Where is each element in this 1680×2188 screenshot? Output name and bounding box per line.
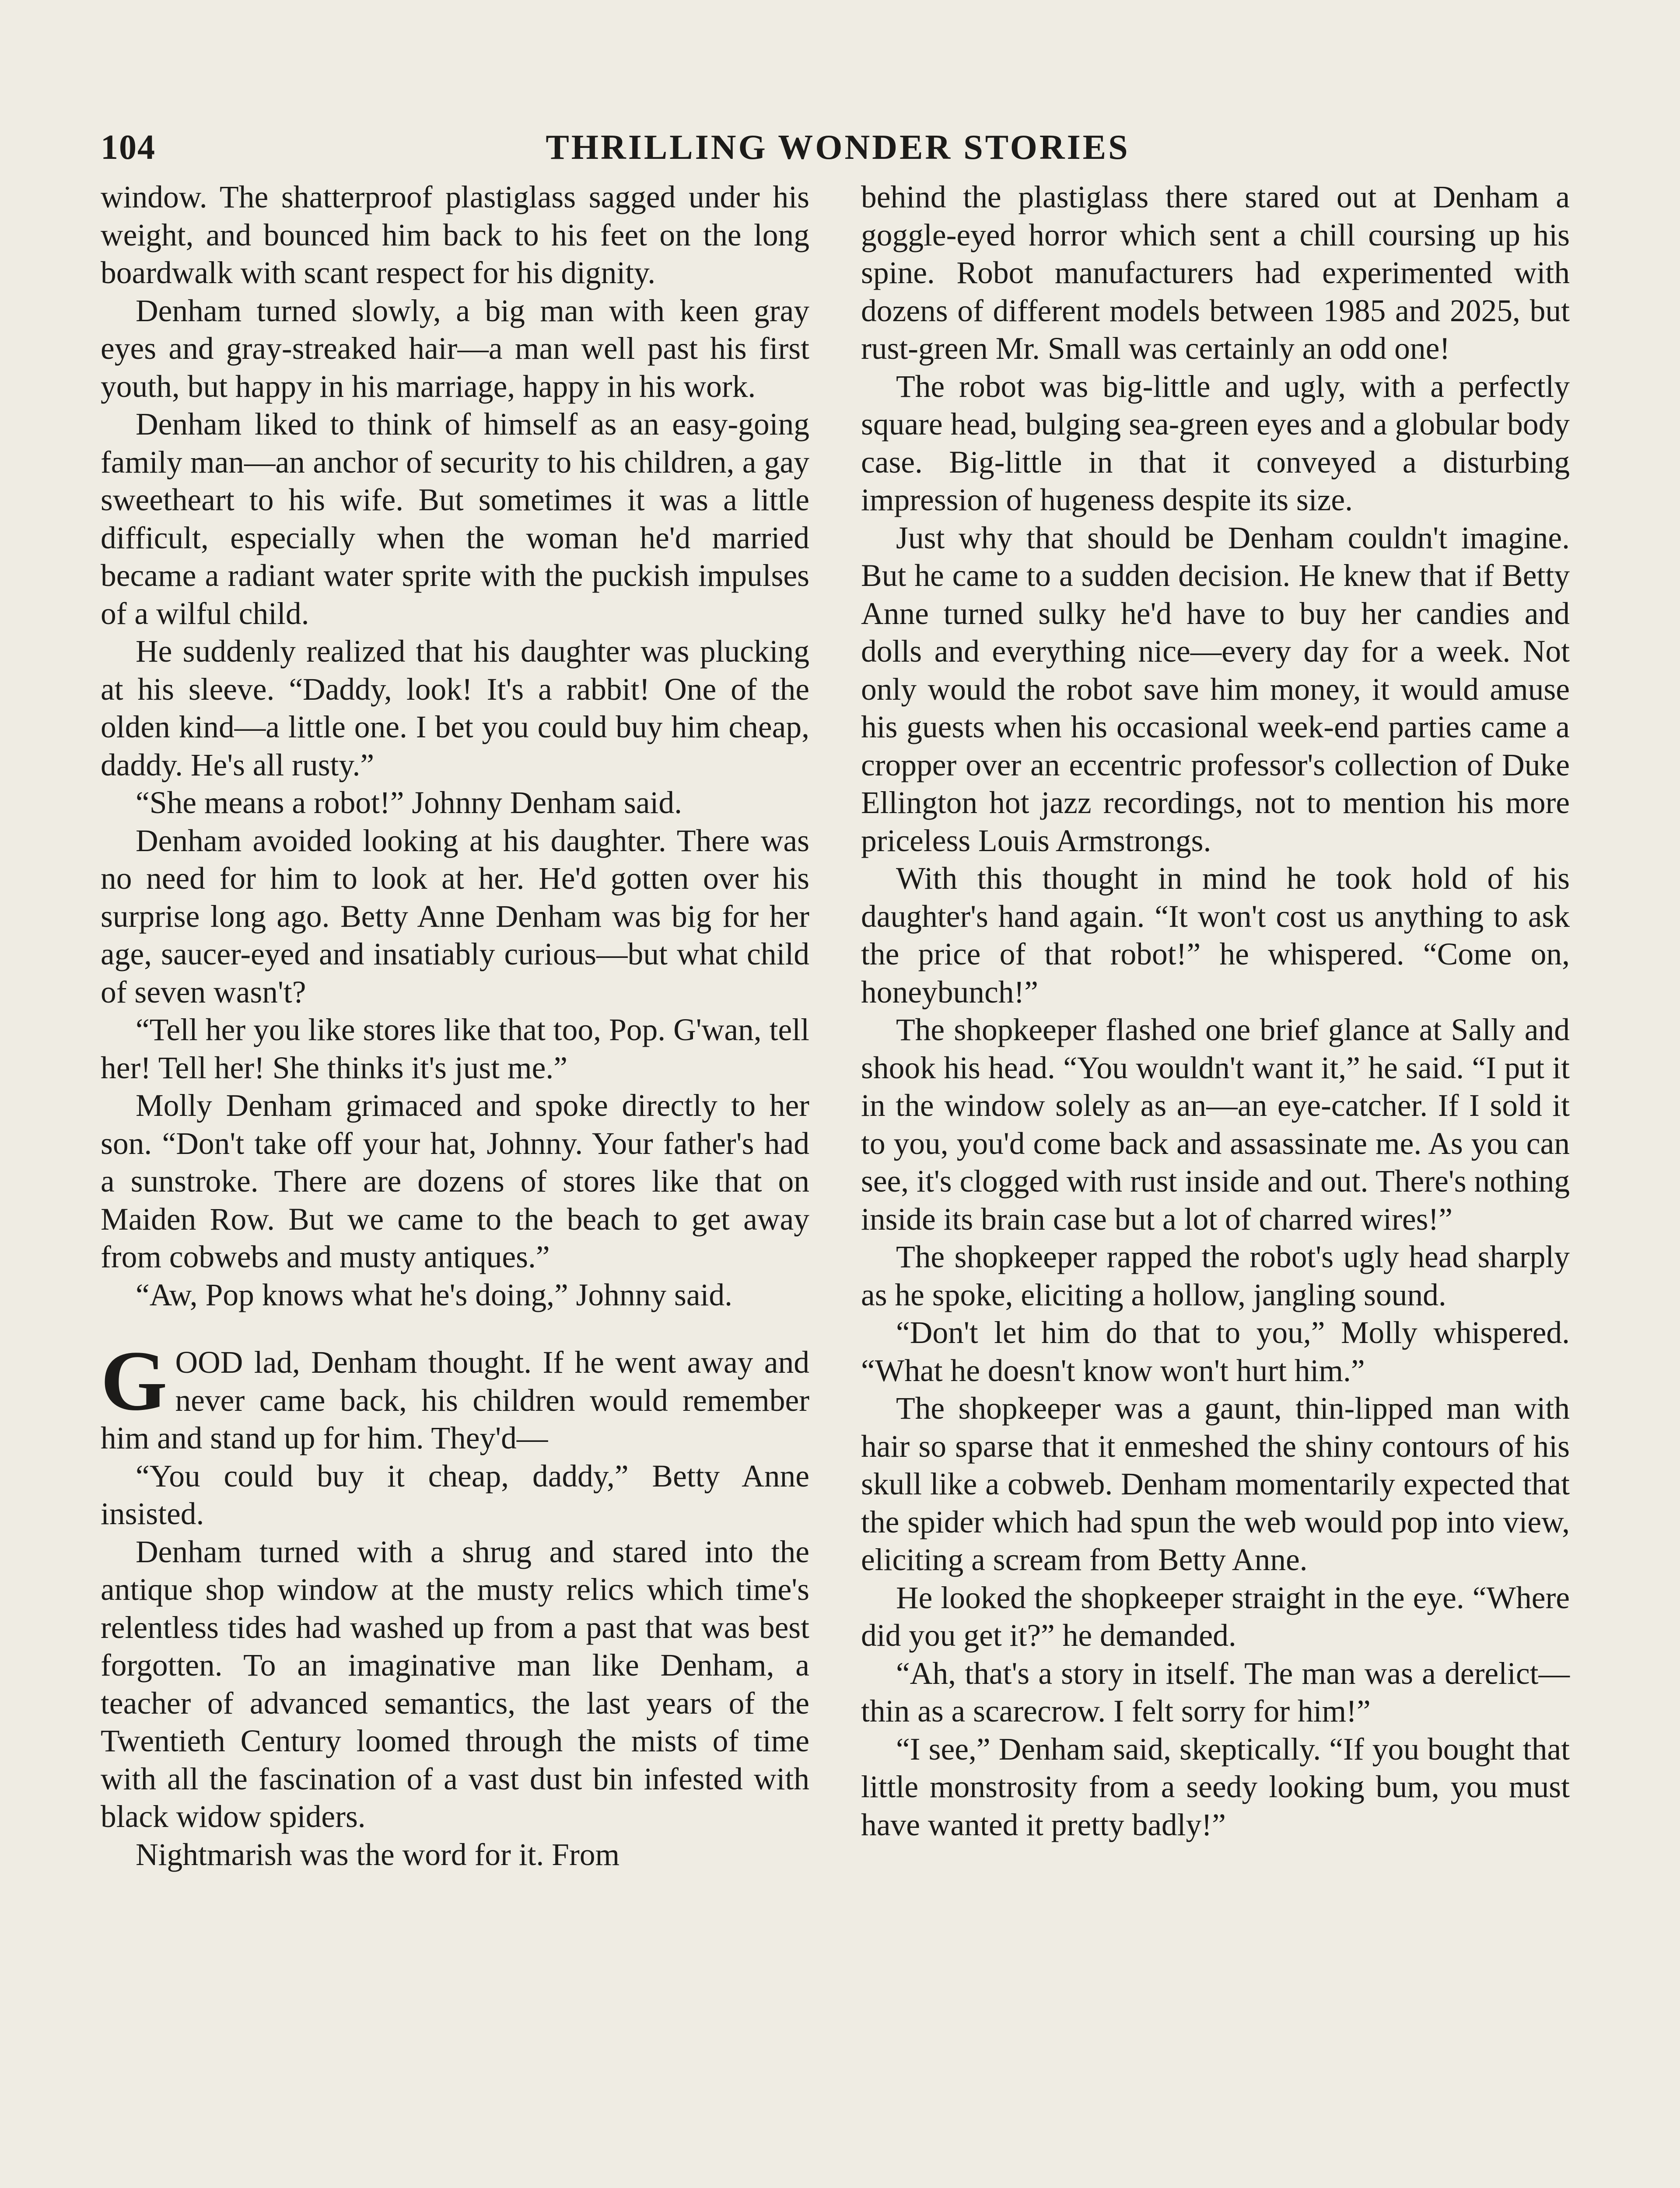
paragraph: The shopkeeper was a gaunt, thin-lipped man with hair so sparse that it enmeshed the shiny contours of his skull like a cobweb. Denham momentarily expected that the spider which had spun the web would pop into view, eliciting a scream from Betty Anne. — [861, 1391, 1570, 1577]
paragraph: Just why that should be Denham couldn't imagine. But he came to a sudden decision. He knew that if Betty Anne turned sulky he'd have to buy her candies and dolls and everything nice—every day for a week. Not only would the robot save him money, it would amuse his guests when his occasional week-end parties came a cropper over an eccentric professor's collection of Duke Ellington hot jazz recordings, not to mention his more priceless Louis Armstrongs. — [861, 520, 1570, 858]
paragraph: Denham liked to think of himself as an easy-going family man—an anchor of security to his children, a gay sweetheart to his wife. But sometimes it was a little difficult, especially when the woman he'd married became a radiant water sprite with the puckish impulses of a wilful child. — [101, 407, 809, 631]
drop-cap: G — [101, 1333, 168, 1428]
paragraph: “I see,” Denham said, skeptically. “If you bought that little monstrosity from a seedy looking bum, you must have wanted it pretty badly!” — [861, 1732, 1570, 1842]
paragraph: window. The shatterproof plastiglass sagged under his weight, and bounced him back to his feet on the long boardwalk with scant respect for his dignity. — [101, 180, 809, 290]
paragraph: Molly Denham grimaced and spoke directly to her son. “Don't take off your hat, Johnny. Your father's had a sunstroke. There are dozens of stores like that on Maiden Row. But we came to the beach to get away from cobwebs and musty antiques.” — [101, 1088, 809, 1274]
page-number: 104 — [101, 128, 156, 167]
paragraph: Denham turned slowly, a big man with keen gray eyes and gray-streaked hair—a man well past his first youth, but happy in his marriage, happy in his work. — [101, 293, 809, 404]
paragraph: The shopkeeper rapped the robot's ugly head sharply as he spoke, eliciting a hollow, jangling sound. — [861, 1240, 1570, 1312]
paragraph: Denham avoided looking at his daughter. There was no need for him to look at her. He'd gotten over his surprise long ago. Betty Anne Denham was big for her age, saucer-eyed and insatiably curious—but what child of seven wasn't? — [101, 823, 809, 1010]
section-opening-paragraph — [101, 1333, 809, 1458]
paragraph: “You could buy it cheap, daddy,” Betty Anne insisted. — [101, 1459, 809, 1531]
paragraph: The shopkeeper flashed one brief glance at Sally and shook his head. “You wouldn't want it,” he said. “I put it in the window solely as an—an eye-catcher. If I sold it to you, you'd come back and assassinate me. As you can see, it's clogged with rust inside and out. There's nothing inside its brain case but a lot of charred wires!” — [861, 1013, 1570, 1237]
paragraph: “Don't let him do that to you,” Molly whispered. “What he doesn't know won't hurt him.” — [861, 1315, 1570, 1388]
paragraph: “She means a robot!” Johnny Denham said. — [136, 785, 682, 820]
right-column — [861, 179, 1570, 1844]
paragraph: With this thought in mind he took hold of his daughter's hand again. “It won't cost us anything to ask the price of that robot!” he whispered. “Come on, honeybunch!” — [861, 861, 1570, 1010]
paragraph: Nightmarish was the word for it. From — [136, 1837, 620, 1872]
paragraph: behind the plastiglass there stared out at Denham a goggle-eyed horror which sent a chill coursing up his spine. Robot manufacturers had experimented with dozens of different models between 1985 and 2025, but rust-green Mr. Small was certainly an odd one! — [861, 180, 1570, 366]
paragraph: The robot was big-little and ugly, with a perfectly square head, bulging sea-green eyes and a globular body case. Big-little in that it conveyed a disturbing impression of hugeness despite its size. — [861, 369, 1570, 517]
paragraph: He looked the shopkeeper straight in the eye. “Where did you get it?” he demanded. — [861, 1580, 1570, 1653]
paragraph: He suddenly realized that his daughter was plucking at his sleeve. “Daddy, look! It's a rabbit! One of the olden kind—a little one. I bet you could buy him cheap, daddy. He's all rusty.” — [101, 634, 809, 782]
left-column — [101, 179, 809, 1874]
paragraph: “Ah, that's a story in itself. The man was a derelict—thin as a scarecrow. I felt sorry for him!” — [861, 1656, 1570, 1729]
paragraph-text: OOD lad, Denham thought. If he went away and never came back, his children would remember him and stand up for him. They'd— — [101, 1345, 809, 1455]
paragraph: “Tell her you like stores like that too, Pop. G'wan, tell her! Tell her! She thinks it's just me.” — [101, 1013, 809, 1085]
paragraph: “Aw, Pop knows what he's doing,” Johnny said. — [136, 1277, 733, 1312]
paragraph: Denham turned with a shrug and stared into the antique shop window at the musty relics which time's relentless tides had washed up from a past that was best forgotten. To an imaginative man like Denham, a teacher of advanced semantics, the last years of the Twentieth Century loomed through the mists of time with all the fascination of a vast dust bin infested with black widow spiders. — [101, 1534, 809, 1834]
running-title: THRILLING WONDER STORIES — [546, 128, 1130, 167]
